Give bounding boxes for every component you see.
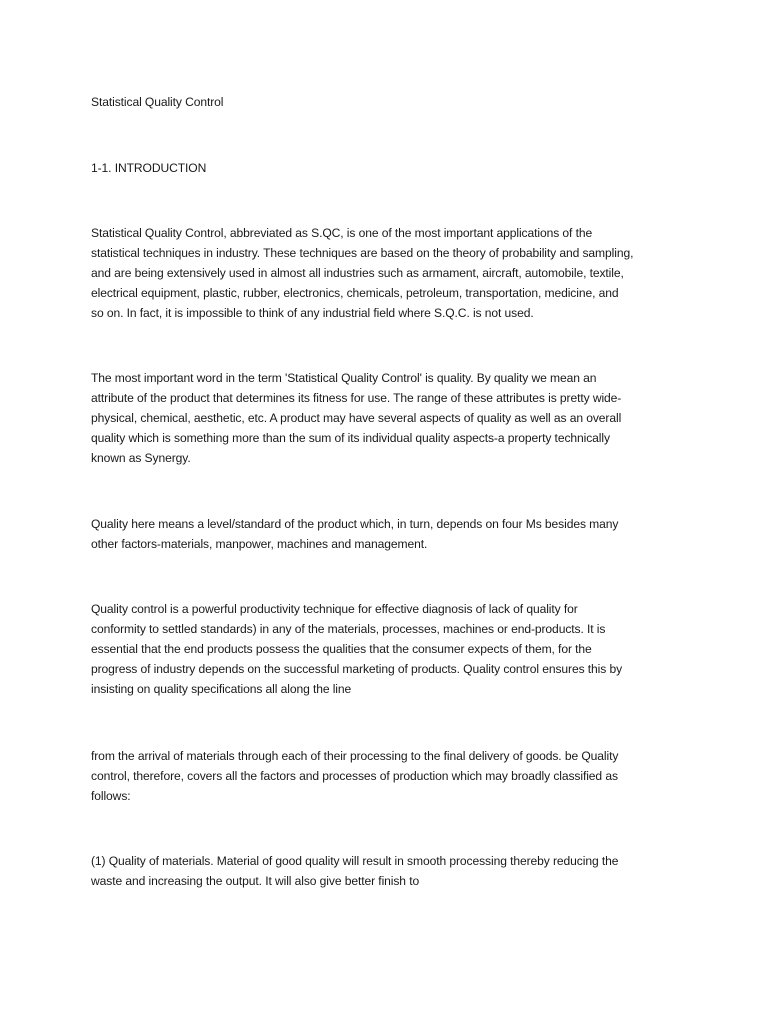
document-title: Statistical Quality Control [91, 95, 224, 109]
paragraph-6: (1) Quality of materials. Material of good quality will result in smooth processing thereby reducing the waste and increasing the output. It will also give better finish to [91, 854, 619, 888]
paragraph-5: from the arrival of materials through each of their processing to the final delivery of goods. be Quality control, therefore, covers all the factors and processes of production which may broadly classified as follows: [91, 749, 619, 803]
paragraph-4: Quality control is a powerful productivity technique for effective diagnosis of lack of quality for conformity to settled standards) in any of the materials, processes, machines or end-products. It is essential that the end products possess the qualities that the consumer expects of them, for the progress of industry depends on the successful marketing of products. Quality control ensures this by insisting on quality specifications all along the line [91, 602, 623, 696]
paragraph-1: Statistical Quality Control, abbreviated as S.QC, is one of the most important applications of the statistical techniques in industry. These techniques are based on the theory of probability and sampling, and are being extensively used in almost all industries such as armament, aircraft, automobile, textile, electrical equipment, plastic, rubber, electronics, chemicals, petroleum, transportation, medicine, and so on. In fact, it is impossible to think of any industrial field where S.Q.C. is not used. [91, 226, 634, 320]
paragraph-3: Quality here means a level/standard of the product which, in turn, depends on four Ms besides many other factors-materials, manpower, machines and management. [91, 517, 619, 551]
paragraph-2: The most important word in the term 'Statistical Quality Control' is quality. By quality we mean an attribute of the product that determines its fitness for use. The range of these attributes is pretty wide- physical, chemical, aesthetic, etc. A product may have several aspects of quality as well as an overall quality which is something more than the sum of its individual quality aspects-a property technically known as Synergy. [91, 371, 622, 465]
section-heading: 1-1. INTRODUCTION [91, 161, 207, 175]
